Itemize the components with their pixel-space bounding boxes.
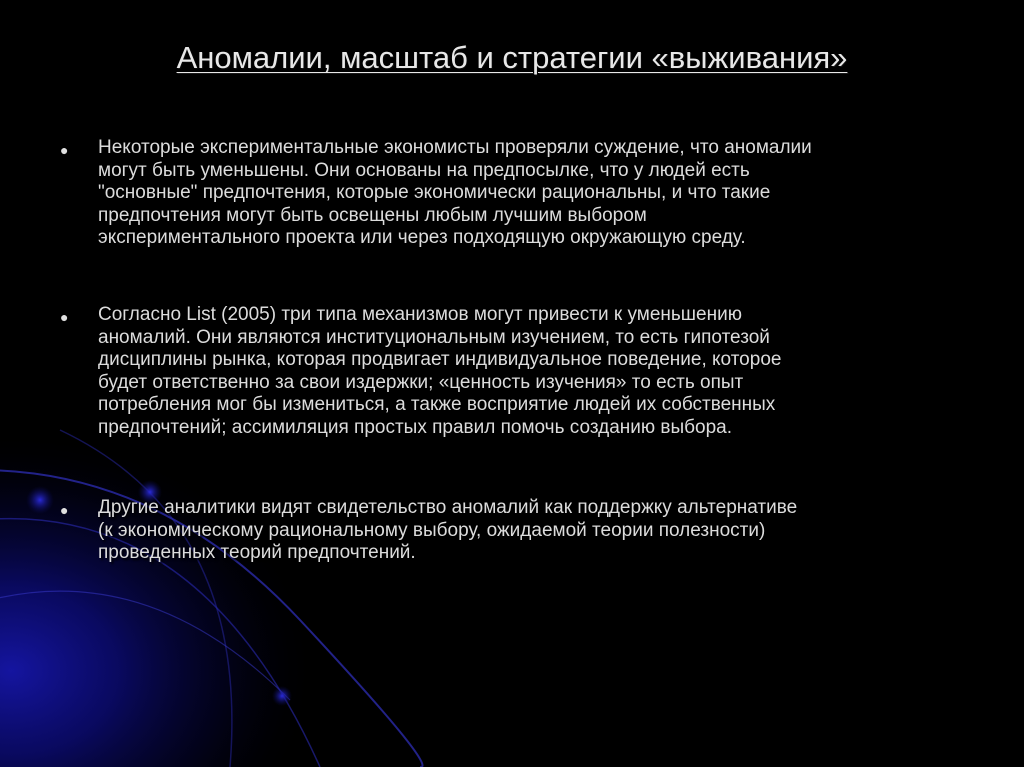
bullet-dot-icon: ●	[60, 142, 69, 158]
bullet-dot-icon: ●	[60, 309, 69, 325]
bullet-text: Другие аналитики видят свидетельство аномалий как поддержку альтернативе (к экономическому рациональному выбору, ожидаемой теории полезности) проведенных теорий предпочтений.	[98, 497, 798, 563]
bullet-dot-icon: ●	[60, 502, 69, 518]
glow-dot	[272, 686, 292, 706]
slide-title: Аномалии, масштаб и стратегии «выживания»	[176, 40, 848, 75]
glow-dot	[26, 486, 54, 514]
bullet-text: Согласно List (2005) три типа механизмов могут привести к уменьшению аномалий. Они являются институциональным изучением, то есть гипотезой дисциплины рынка, которая продвигает индивидуальное поведение, которое будет ответственно за свои издержки; «ценность изучения» то есть опыт потребления мог бы измениться, а также восприятие людей их собственных предпочтений; ассимиляция простых правил помочь созданию выбора.	[98, 304, 782, 438]
bullet-text: Некоторые экспериментальные экономисты проверяли суждение, что аномалии могут быть уменьшены. Они основаны на предпосылке, что у людей есть "основные" предпочтения, которые экономически рациональны, и что такие предпочтения могут быть освещены любым лучшим выбором экспериментального проекта или через подходящую окружающую среду.	[98, 137, 812, 248]
